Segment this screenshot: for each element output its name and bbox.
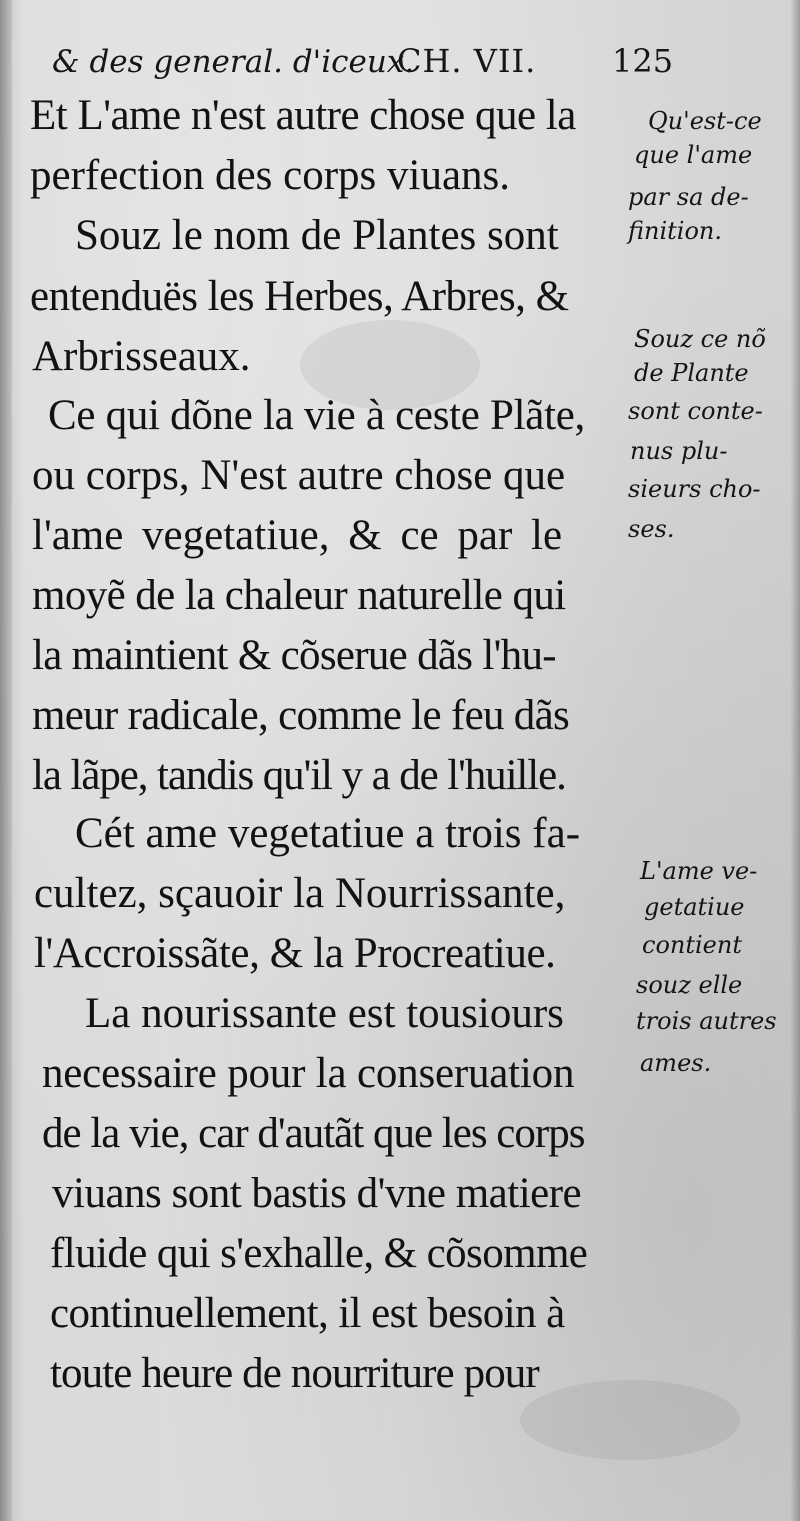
text-line: necessaire pour la conseruation xyxy=(42,1050,575,1097)
margin-note-line: que l'ame xyxy=(634,141,753,169)
text-line: l'Accroissãte, & la Procreatiue. xyxy=(34,930,556,977)
main-text-block xyxy=(30,88,640,1408)
page-number: 125 xyxy=(612,42,674,80)
text-line: viuans sont bastis d'vne matiere xyxy=(52,1170,582,1217)
margin-note-line: L'ame ve- xyxy=(640,857,758,885)
margin-note-line: finition. xyxy=(628,217,722,245)
text-line: entenduës les Herbes, Arbres, & xyxy=(30,273,569,320)
text-line: la maintient & cõserue dãs l'hu- xyxy=(32,632,556,679)
chapter-label: CH. VII. xyxy=(397,42,537,80)
running-title: & des general. d'iceux. xyxy=(52,44,415,80)
margin-note-line: trois autres xyxy=(636,1007,777,1035)
text-line: de la vie, car d'autãt que les corps xyxy=(42,1110,585,1157)
margin-notes xyxy=(628,98,794,1098)
margin-note-line: de Plante xyxy=(634,359,749,387)
text-line: continuellement, il est besoin à xyxy=(50,1290,565,1337)
text-line: la lãpe, tandis qu'il y a de l'huille. xyxy=(32,752,566,799)
text-line: perfection des corps viuans. xyxy=(30,152,511,199)
text-line: Cét ame vegetatiue a trois fa- xyxy=(75,810,581,857)
margin-note-line: par sa de- xyxy=(628,183,749,211)
text-line: Ce qui dõne la vie à ceste Plãte, xyxy=(48,392,585,439)
text-line: meur radicale, comme le feu dãs xyxy=(32,692,570,739)
margin-note-line: ses. xyxy=(628,515,675,543)
margin-note-line: Qu'est-ce xyxy=(648,107,762,135)
text-line: ou corps, N'est autre chose que xyxy=(32,452,566,499)
margin-note-line: ames. xyxy=(640,1049,712,1077)
text-line: moyẽ de la chaleur naturelle qui xyxy=(32,572,566,619)
text-line: cultez, sçauoir la Nourrissante, xyxy=(34,870,566,917)
margin-note-line: sont conte- xyxy=(628,397,763,425)
text-line: Souz le nom de Plantes sont xyxy=(75,212,559,259)
margin-note-line: Souz ce nõ xyxy=(634,325,766,353)
page-gutter-shadow xyxy=(0,0,12,1521)
text-line: Et L'ame n'est autre chose que la xyxy=(30,92,576,139)
margin-note-line: contient xyxy=(642,931,742,959)
running-header xyxy=(52,36,674,88)
margin-note-line: sieurs cho- xyxy=(628,475,761,503)
margin-note-line: nus plu- xyxy=(630,437,728,465)
margin-note-line: getatiue xyxy=(644,893,745,921)
text-line: Arbrisseaux. xyxy=(32,333,251,380)
margin-note-line: souz elle xyxy=(636,971,743,999)
text-line: toute heure de nourriture pour xyxy=(50,1350,539,1397)
text-line: La nourissante est tousiours xyxy=(85,990,564,1037)
text-line: l'ame vegetatiue, & ce par le xyxy=(32,512,563,559)
text-line: fluide qui s'exhalle, & cõsomme xyxy=(50,1230,588,1277)
